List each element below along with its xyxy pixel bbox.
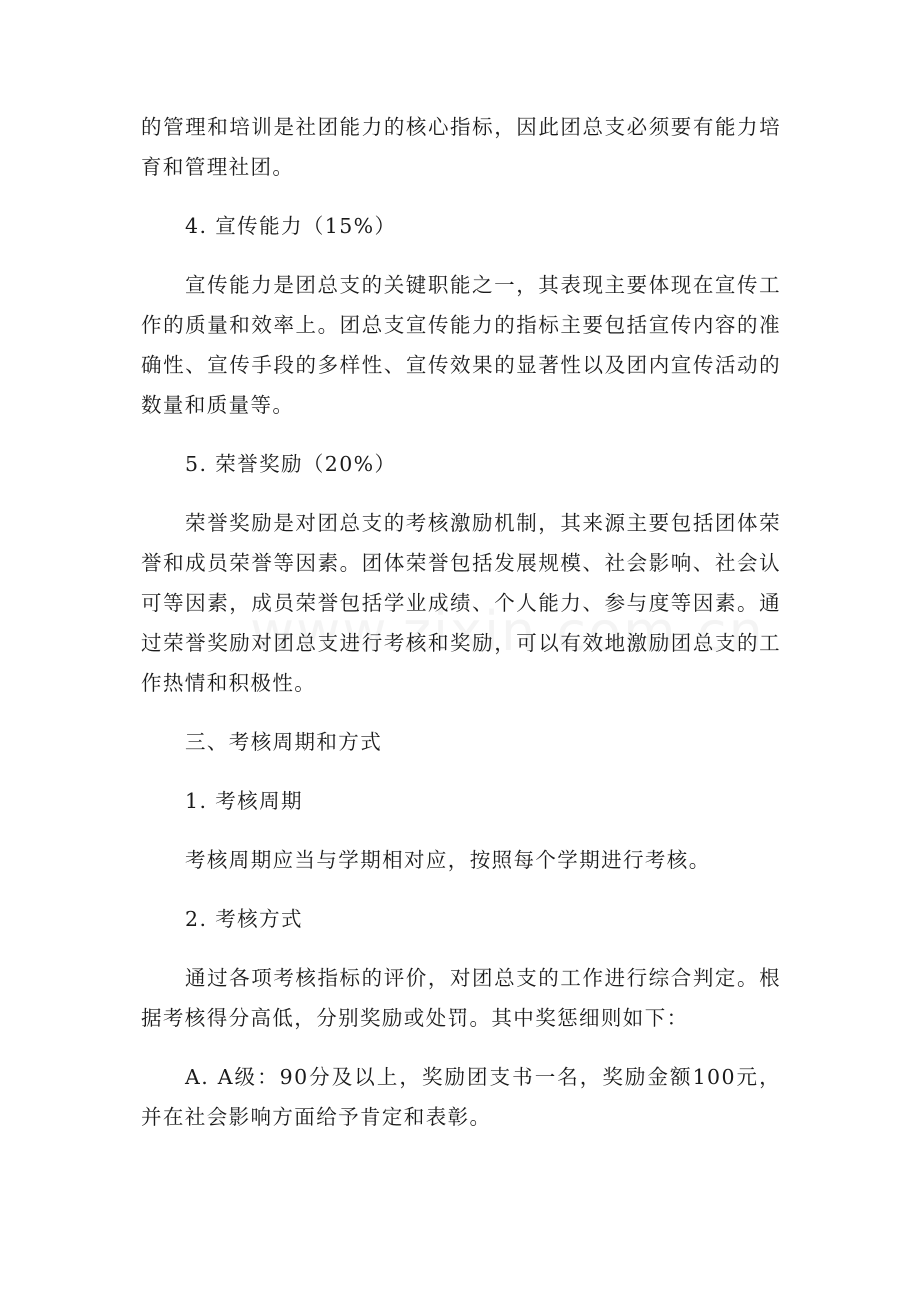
paragraph-honor-reward: 荣誉奖励是对团总支的考核激励机制，其来源主要包括团体荣誉和成员荣誉等因素。团体荣誉包括发展规模、社会影响、社会认可等因素，成员荣誉包括学业成绩、个人能力、参与度等因素。通过荣誉奖励对团总支进行考核和奖励，可以有效地激励团总支的工作热情和积极性。 [141,511,781,695]
section-heading-assessment: 三、考核周期和方式 [185,730,383,754]
paragraph-assessment-cycle: 考核周期应当与学期相对应，按照每个学期进行考核。 [185,848,711,872]
heading-assessment-cycle: 1. 考核周期 [185,789,303,813]
paragraph-assessment-method: 通过各项考核指标的评价，对团总支的工作进行综合判定。根据考核得分高低，分别奖励或处罚。其中奖惩细则如下： [141,966,781,1030]
paragraph-publicity-ability: 宣传能力是团总支的关键职能之一，其表现主要体现在宣传工作的质量和效率上。团总支宣传能力的指标主要包括宣传内容的准确性、宣传手段的多样性、宣传效果的显著性以及团内宣传活动的数量和质量等。 [141,273,781,417]
paragraph-continuation: 的管理和培训是社团能力的核心指标，因此团总支必须要有能力培育和管理社团。 [141,115,781,179]
paragraph-grade-a: A. A级：90分及以上，奖励团支书一名，奖励金额100元，并在社会影响方面给予肯定和表彰。 [141,1065,781,1129]
heading-publicity-ability: 4. 宣传能力（15%） [185,214,397,238]
heading-honor-reward: 5. 荣誉奖励（20%） [185,452,397,476]
heading-assessment-method: 2. 考核方式 [185,907,303,931]
document-body [141,107,781,1137]
